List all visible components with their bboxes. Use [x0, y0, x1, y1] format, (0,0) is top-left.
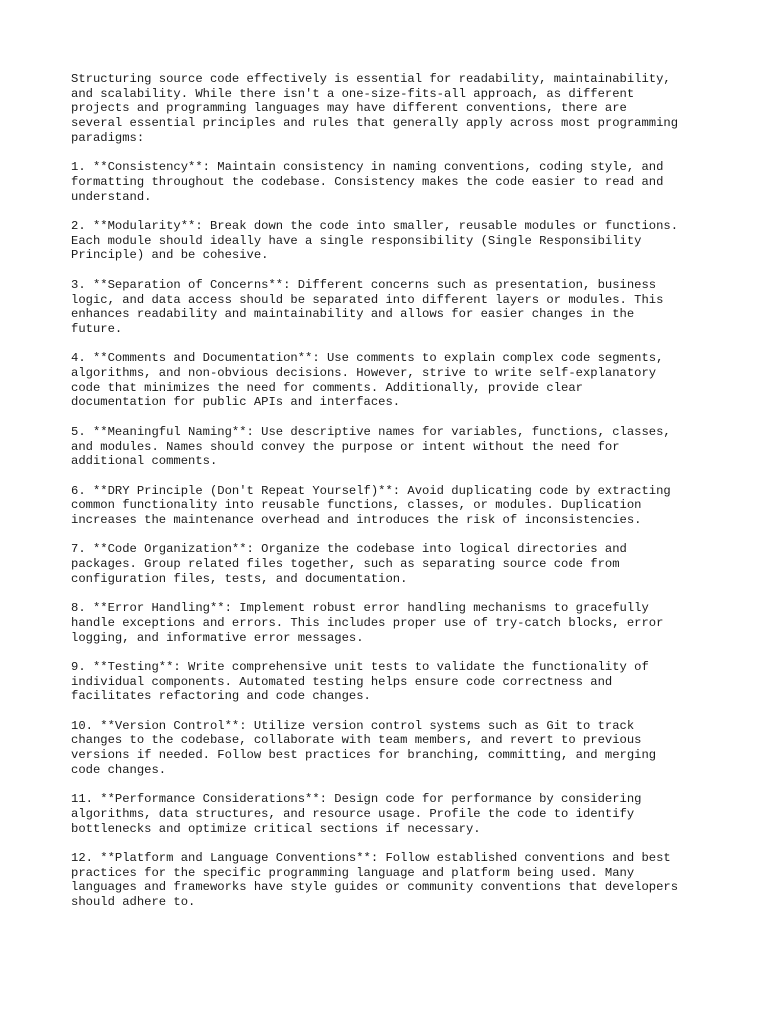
- list-item: 11. **Performance Considerations**: Design code for performance by considering algorithms, data structures, and resource usage. Profile the code to identify bottlenecks and optimize critical sections if necessary.: [71, 792, 642, 836]
- list-item: 7. **Code Organization**: Organize the codebase into logical directories and packages. Group related files together, such as separating source code from configuration files, tests, and documentation.: [71, 542, 627, 586]
- list-item: 10. **Version Control**: Utilize version control systems such as Git to track changes to the codebase, collaborate with team members, and revert to previous versions if needed. Follow best practices for branching, committing, and merging code changes.: [71, 718, 657, 777]
- list-item: 4. **Comments and Documentation**: Use comments to explain complex code segments, algorithms, and non-obvious decisions. However, strive to write self-explanatory code that minimizes the need for comments. Additionally, provide clear documentation for public APIs and interfaces.: [71, 351, 664, 410]
- list-item: 9. **Testing**: Write comprehensive unit tests to validate the functionality of individual components. Automated testing helps ensure code correctness and facilitates refactoring and code changes.: [71, 659, 649, 704]
- document-page: [71, 72, 711, 925]
- list-item: 1. **Consistency**: Maintain consistency in naming conventions, coding style, and formatting throughout the codebase. Consistency makes the code easier to read and understand.: [71, 160, 664, 204]
- list-item: 6. **DRY Principle (Don't Repeat Yourself)**: Avoid duplicating code by extracting common functionality into reusable functions, classes, or modules. Duplication increases the maintenance overhead and introduces the risk of inconsistencies.: [71, 483, 671, 527]
- list-item: 8. **Error Handling**: Implement robust error handling mechanisms to gracefully handle exceptions and errors. This includes proper use of try-catch blocks, error logging, and informative error messages.: [71, 601, 664, 645]
- list-item: 5. **Meaningful Naming**: Use descriptive names for variables, functions, classes, and modules. Names should convey the purpose or intent without the need for additional comments.: [71, 424, 671, 469]
- list-item: 12. **Platform and Language Conventions**: Follow established conventions and best practices for the specific programming language and platform being used. Many languages and frameworks have style guides or community conventions that developers should adhere to.: [71, 851, 679, 910]
- intro-paragraph: Structuring source code effectively is essential for readability, maintainability, and scalability. While there isn't a one-size-fits-all approach, as different projects and programming languages may have different conventions, there are several essential principles and rules that generally apply across most programming paradigms:: [71, 72, 679, 145]
- list-item: 3. **Separation of Concerns**: Different concerns such as presentation, business logic, and data access should be separated into different layers or modules. This enhances readability and maintainability and allows for easier changes in the future.: [71, 277, 664, 336]
- list-item: 2. **Modularity**: Break down the code into smaller, reusable modules or functions. Each module should ideally have a single responsibility (Single Responsibility Principle) and be cohesive.: [71, 219, 679, 263]
